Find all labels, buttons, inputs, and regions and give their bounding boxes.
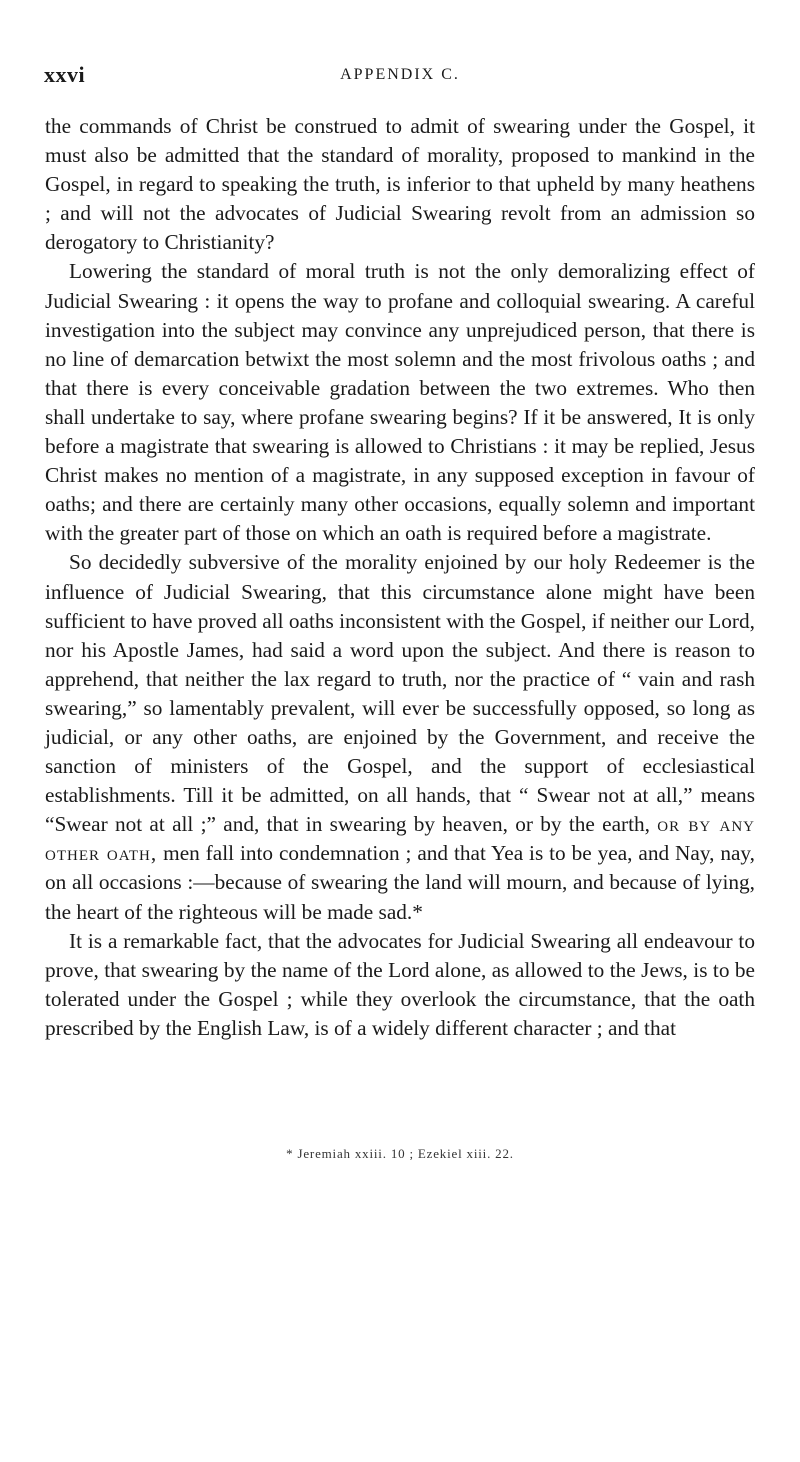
footnote: * Jeremiah xxiii. 10 ; Ezekiel xiii. 22. <box>286 1146 514 1161</box>
page-header <box>44 62 756 102</box>
small-caps-emphasis: or by any other oath, <box>45 812 755 866</box>
running-title: APPENDIX C. <box>340 66 460 83</box>
page-number: xxvi <box>44 62 86 87</box>
paragraph-3-text-before: So decidedly subversive of the morality enjoined by our holy Redeemer is the influence of Judicial Swearing, that this circumstance alone might have been sufficient to have proved all oaths inconsistent with the Gospel, if neither our Lord, nor his Apostle James, had said a word upon the subject. And there is reason to apprehend, that neither the lax regard to truth, nor the practice of “ vain and rash swearing,” so lamentably prevalent, will ever be successfully opposed, so long as judicial, or any other oaths, are enjoined by the Government, and receive the sanction of ministers of the Gospel, and the support of ecclesiastical establishments. Till it be admitted, on all hands, that “ Swear not at all,” means “Swear not at all ;” and, that in swearing by heaven, or by the earth, <box>45 550 755 837</box>
paragraph-2: Lowering the standard of moral truth is not the only demoralizing effect of Judicial Swearing : it opens the way to profane and colloquial swearing. A careful investigation into the subject may convince any unprejudiced person, that there is no line of demarcation betwixt the most solemn and the most frivolous oaths ; and that there is every conceivable gradation between the two extremes. Who then shall undertake to say, where profane swearing begins? If it be answered, It is only before a magistrate that swearing is allowed to Christians : it may be replied, Jesus Christ makes no mention of a magistrate, in any supposed exception in favour of oaths; and there are certainly many other occasions, equally solemn and important with the greater part of those on which an oath is required before a magistrate. <box>45 259 755 546</box>
paragraph-1: the commands of Christ be construed to admit of swearing under the Gospel, it must also be admitted that the standard of morality, proposed to mankind in the Gospel, in regard to speaking the truth, is inferior to that upheld by many heathens ; and will not the advocates of Judicial Swearing revolt from an admission so derogatory to Christianity? <box>45 114 755 255</box>
paragraph-3 <box>45 548 755 926</box>
paragraph-3-text-after: men fall into condemnation ; and that Yea is to be yea, and Nay, nay, on all occasions :—because of swearing the land will mourn, and because of lying, the heart of the righteous will be made sad.* <box>45 841 756 924</box>
paragraph-4: It is a remarkable fact, that the advocates for Judicial Swearing all endeavour to prove, that swearing by the name of the Lord alone, as allowed to the Jews, is to be tolerated under the Gospel ; while they overlook the circumstance, that the oath prescribed by the English Law, is of a widely different character ; and that <box>45 928 755 1040</box>
body-text <box>45 112 755 1043</box>
